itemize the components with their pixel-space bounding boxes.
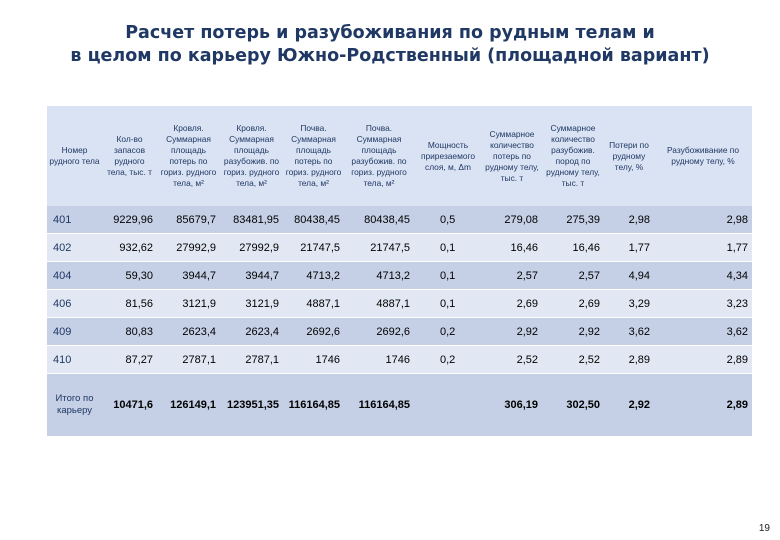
cell-floor-dilution: 4887,1 (344, 290, 414, 318)
losses-table (47, 106, 752, 437)
header-loss-percent: Потери по рудному телу, % (604, 106, 654, 206)
cell-ore-body: 410 (47, 346, 102, 374)
cell-dilution-percent: 3,62 (654, 318, 752, 346)
title-line-2: в целом по карьеру Южно-Родственный (площадной вариант) (70, 46, 710, 66)
cell-roof-dilution: 83481,95 (220, 206, 283, 234)
cell-roof-loss: 2787,1 (157, 346, 220, 374)
cell-loss-percent: 3,62 (604, 318, 654, 346)
cell-total-floor-loss: 116164,85 (283, 374, 344, 437)
cell-reserves: 9229,96 (102, 206, 157, 234)
cell-thickness: 0,1 (414, 234, 482, 262)
cell-dilution-percent: 4,34 (654, 262, 752, 290)
table-row (47, 290, 752, 318)
header-roof-loss-area: Кровля. Суммарная площадь потерь по гориз. рудного тела, м² (157, 106, 220, 206)
cell-dilution-percent: 1,77 (654, 234, 752, 262)
cell-reserves: 87,27 (102, 346, 157, 374)
cell-floor-dilution: 80438,45 (344, 206, 414, 234)
cell-loss-total: 2,92 (482, 318, 542, 346)
cell-roof-dilution: 27992,9 (220, 234, 283, 262)
cell-loss-total: 279,08 (482, 206, 542, 234)
cell-floor-loss: 21747,5 (283, 234, 344, 262)
table-row (47, 262, 752, 290)
cell-floor-dilution: 21747,5 (344, 234, 414, 262)
cell-total-roof-dilution: 123951,35 (220, 374, 283, 437)
cell-dilution-total: 2,57 (542, 262, 604, 290)
cell-floor-dilution: 1746 (344, 346, 414, 374)
cell-total-loss: 306,19 (482, 374, 542, 437)
cell-loss-total: 2,57 (482, 262, 542, 290)
cell-ore-body: 406 (47, 290, 102, 318)
cell-dilution-total: 16,46 (542, 234, 604, 262)
cell-roof-loss: 85679,7 (157, 206, 220, 234)
cell-ore-body: 402 (47, 234, 102, 262)
cell-reserves: 59,30 (102, 262, 157, 290)
cell-loss-total: 2,52 (482, 346, 542, 374)
cell-reserves: 932,62 (102, 234, 157, 262)
cell-total-dilution-percent: 2,89 (654, 374, 752, 437)
table-row (47, 318, 752, 346)
header-total-dilution: Суммарное количество разубожив. пород по рудному телу, тыс. т (542, 106, 604, 206)
cell-floor-loss: 80438,45 (283, 206, 344, 234)
header-dilution-percent: Разубоживание по рудному телу, % (654, 106, 752, 206)
cell-dilution-total: 275,39 (542, 206, 604, 234)
cell-dilution-percent: 3,23 (654, 290, 752, 318)
cell-loss-total: 2,69 (482, 290, 542, 318)
cell-loss-total: 16,46 (482, 234, 542, 262)
header-floor-dilution-area: Почва. Суммарная площадь разубожив. по гориз. рудного тела, м² (344, 106, 414, 206)
cell-roof-loss: 27992,9 (157, 234, 220, 262)
cell-roof-dilution: 3944,7 (220, 262, 283, 290)
header-ore-body: Номер рудного тела (47, 106, 102, 206)
cell-dilution-percent: 2,89 (654, 346, 752, 374)
cell-roof-loss: 2623,4 (157, 318, 220, 346)
cell-total-thickness (414, 374, 482, 437)
cell-floor-loss: 4887,1 (283, 290, 344, 318)
header-roof-dilution-area: Кровля. Суммарная площадь разубожив. по гориз. рудного тела, м² (220, 106, 283, 206)
header-total-loss: Суммарное количество потерь по рудному телу, тыс. т (482, 106, 542, 206)
cell-loss-percent: 2,98 (604, 206, 654, 234)
cell-thickness: 0,2 (414, 346, 482, 374)
cell-floor-dilution: 2692,6 (344, 318, 414, 346)
cell-total-label: Итого по карьеру (47, 374, 102, 437)
cell-roof-dilution: 3121,9 (220, 290, 283, 318)
cell-total-dilution: 302,50 (542, 374, 604, 437)
header-floor-loss-area: Почва. Суммарная площадь потерь по гориз. рудного тела, м² (283, 106, 344, 206)
cell-roof-dilution: 2787,1 (220, 346, 283, 374)
table-row (47, 346, 752, 374)
cell-total-loss-percent: 2,92 (604, 374, 654, 437)
header-reserves: Кол-во запасов рудного тела, тыс. т (102, 106, 157, 206)
cell-roof-loss: 3121,9 (157, 290, 220, 318)
cell-loss-percent: 1,77 (604, 234, 654, 262)
title-line-1: Расчет потерь и разубоживания по рудным телам и (125, 23, 655, 43)
cell-reserves: 81,56 (102, 290, 157, 318)
cell-floor-dilution: 4713,2 (344, 262, 414, 290)
cell-dilution-percent: 2,98 (654, 206, 752, 234)
header-layer-thickness: Мощность прирезаемого слоя, м, Δm (414, 106, 482, 206)
cell-total-roof-loss: 126149,1 (157, 374, 220, 437)
cell-roof-dilution: 2623,4 (220, 318, 283, 346)
cell-loss-percent: 3,29 (604, 290, 654, 318)
cell-ore-body: 409 (47, 318, 102, 346)
cell-ore-body: 404 (47, 262, 102, 290)
table-row (47, 206, 752, 234)
cell-reserves: 80,83 (102, 318, 157, 346)
header-row (47, 106, 752, 206)
total-row (47, 374, 752, 437)
cell-total-floor-dilution: 116164,85 (344, 374, 414, 437)
cell-roof-loss: 3944,7 (157, 262, 220, 290)
cell-ore-body: 401 (47, 206, 102, 234)
cell-thickness: 0,1 (414, 290, 482, 318)
cell-dilution-total: 2,52 (542, 346, 604, 374)
cell-floor-loss: 2692,6 (283, 318, 344, 346)
page-title (0, 22, 780, 68)
cell-total-reserves: 10471,6 (102, 374, 157, 437)
cell-dilution-total: 2,92 (542, 318, 604, 346)
cell-floor-loss: 1746 (283, 346, 344, 374)
cell-dilution-total: 2,69 (542, 290, 604, 318)
cell-loss-percent: 4,94 (604, 262, 654, 290)
table-row (47, 234, 752, 262)
cell-floor-loss: 4713,2 (283, 262, 344, 290)
cell-thickness: 0,1 (414, 262, 482, 290)
page-number: 19 (758, 523, 770, 534)
cell-thickness: 0,5 (414, 206, 482, 234)
cell-thickness: 0,2 (414, 318, 482, 346)
cell-loss-percent: 2,89 (604, 346, 654, 374)
